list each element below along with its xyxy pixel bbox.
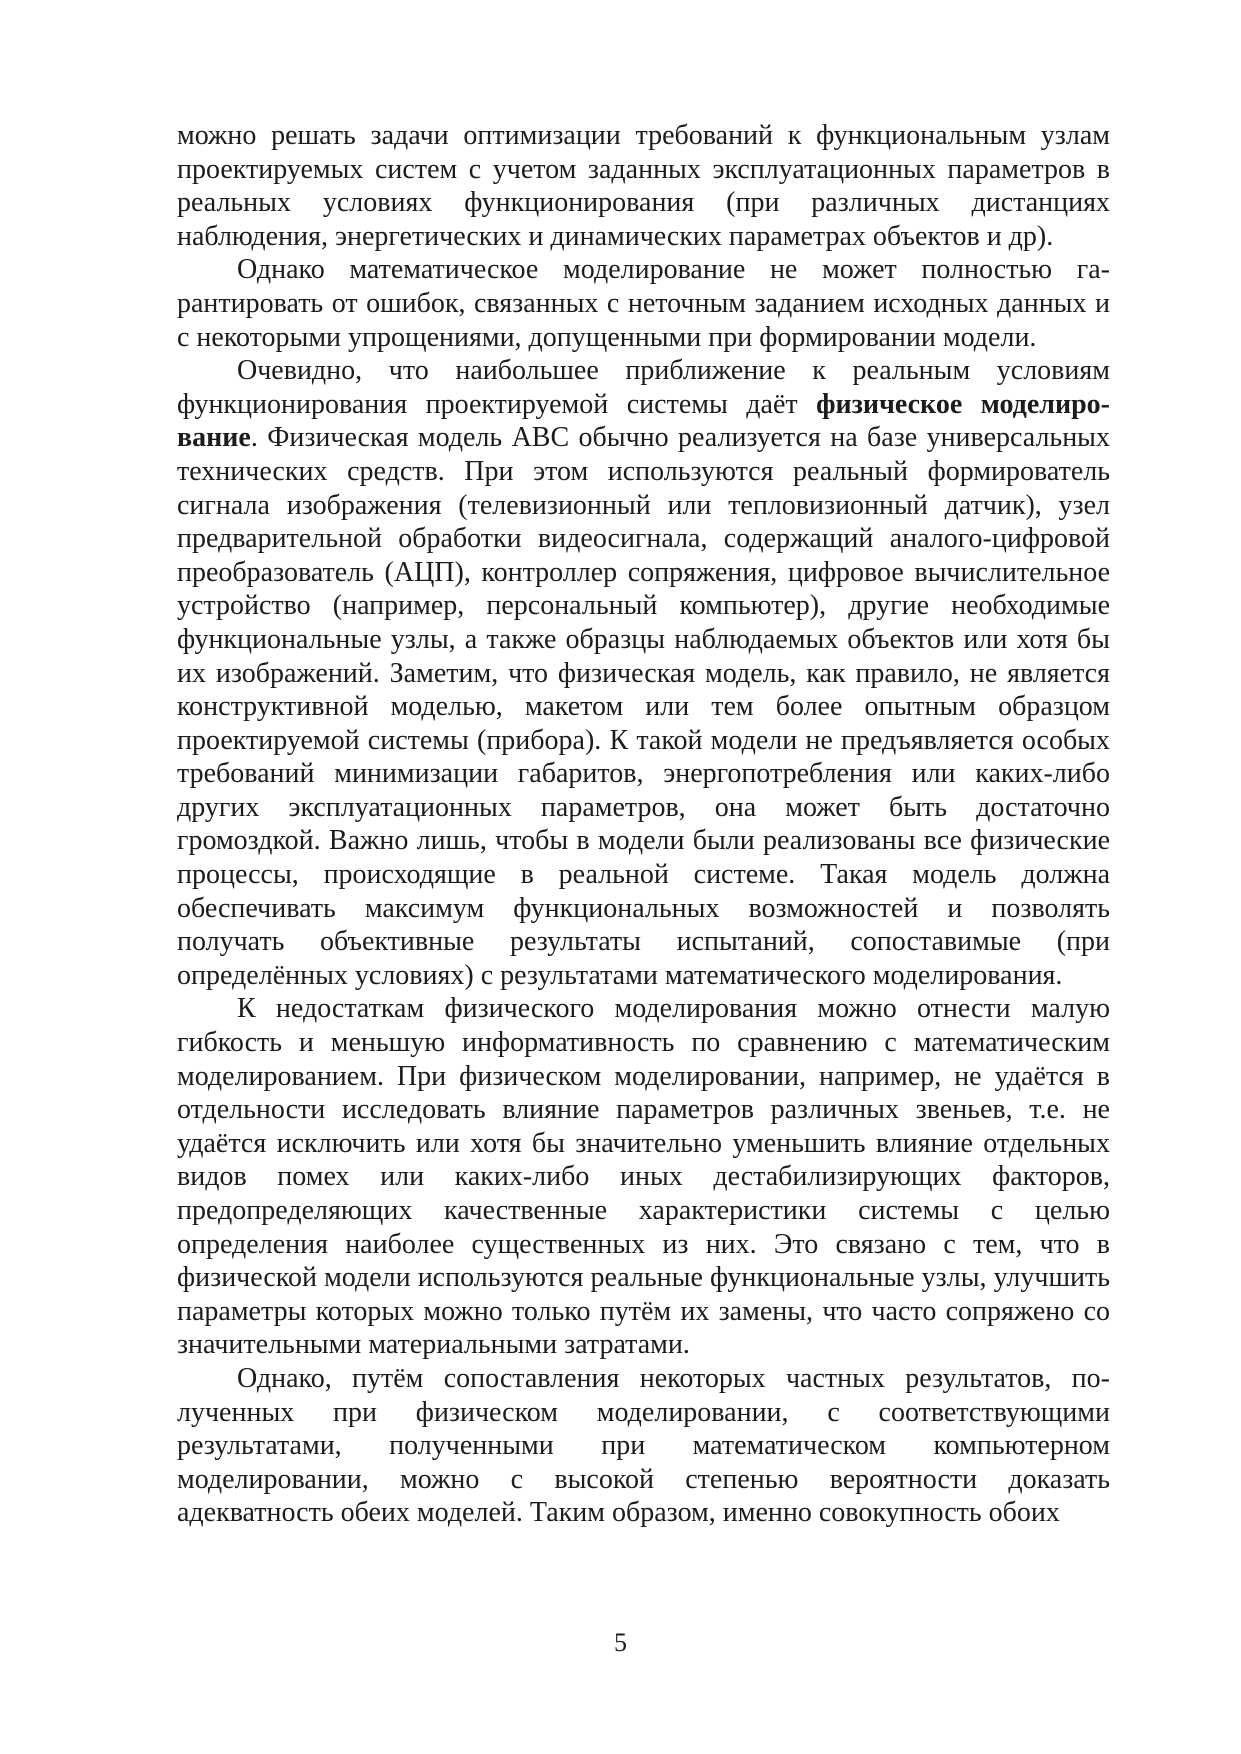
bold-term: физическое моделирование: [177, 388, 1110, 454]
paragraph-text-before: Очевидно, что наибольшее приближение к реальным условиям функционирования проектируемой системы даёт: [177, 355, 1110, 420]
paragraph-physical-modeling: [177, 354, 1110, 992]
body-text: [177, 119, 1110, 1530]
paragraph-continuation: можно решать задачи оптимизации требований к функциональным узлам проектируемых систем с учетом заданных эксплуатационных параметров в реальных условиях функционирования (при различных дистанциях наблюдения, энергетических и динамических параметрах объектов и др).: [177, 120, 1110, 252]
paragraph-physical-modeling-drawbacks: К недостаткам физического моделирования можно отнести малую гибкость и меньшую информативность по сравнению с математическим моделированием. При физическом моделировании, например, не удаётся в отдельности исследовать влияние параметров различных звеньев, т.е. не удаётся исключить или хотя бы значительно уменьшить влияние отдельных видов помех или каких-либо иных дестабилизирующих факторов, предопределяющих качественные характеристики системы с целью определения наиболее существенных из них. Это связано с тем, что в физической модели используются реальные функциональные узлы, улучшить параметры которых можно только путём их замены, что часто сопряжено со значительными материальными затратами.: [177, 993, 1110, 1361]
paragraph-text-after: . Физическая модель АВС обычно реализуется на базе универсальных технических средств. При этом используются реальный формирователь сигнала изображения (телевизионный или тепловизионный датчик), узел предварительной обработки видеосигнала, содержащий аналого-цифровой преобразователь (АЦП), контроллер сопряжения, цифровое вычислительное устройство (например, персональный компьютер), другие необходимые функциональные узлы, а также образцы наблюдаемых объектов или хотя бы их изображений. Заметим, что физическая модель, как правило, не является конструктивной моделью, макетом или тем более опытным образцом проектируемой системы (прибора). К такой модели не предъявляется особых требований минимизации габаритов, энергопотребления или каких-либо других эксплуатационных параметров, она может быть достаточно громоздкой. Важно лишь, чтобы в модели были реализованы все физические процессы, происходящие в реальной системе. Такая модель должна обеспечивать максимум функциональных возможностей и позволять получать объективные результаты испытаний, сопоставимые (при определённых условиях) с результатами математического моделирования.: [177, 422, 1110, 991]
paragraph-math-modeling-limits: Однако математическое моделирование не может полностью гарантировать от ошибок, связанных с неточным заданием исходных данных и с некоторыми упрощениями, допущенными при формировании модели.: [177, 254, 1110, 353]
paragraph-model-comparison: Однако, путём сопоставления некоторых частных результатов, полученных при физическом моделировании, с соответствующими результатами, полученными при математическом компьютерном моделировании, можно с высокой степенью вероятности доказать адекватность обеих моделей. Таким образом, именно совокупность обоих: [177, 1362, 1110, 1529]
page-number: 5: [614, 1628, 627, 1657]
